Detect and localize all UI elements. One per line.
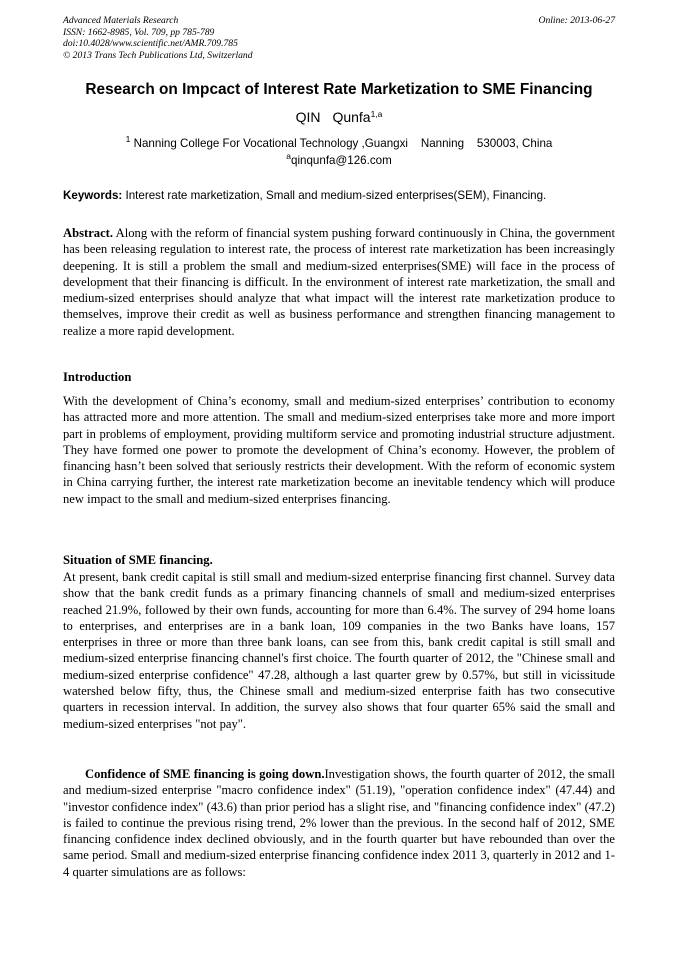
abstract-text: Along with the reform of financial system pushing forward continuously in China, the government has been releasing regulation to interest rate, the process of interest rate marketization has been increasingly deepening. It is still a problem the small and medium-sized enterprises(SME) will face in the process of development that their financing is difficult. In the environment of interest rate marketization, the small and medium-sized enterprises should analyze that what impact will the interest rate marketization produce to themselves, improve their credit as well as business performance and strengthen financing management to realize a more rapid development.	[63, 226, 615, 338]
author-superscript: 1,a	[370, 109, 383, 119]
author-given-name: Qunfa	[332, 109, 371, 125]
online-date: Online: 2013-06-27	[538, 15, 615, 26]
introduction-text: With the development of China’s economy, small and medium-sized enterprises’ contribution to economy has attracted more and more attention. The small and medium-sized enterprises take more and more import part in problems of employment, providing multiform service and promoting industrial structure adjustment. They have formed one power to promote the development of China’s economy. However, the problem of financing hasn’t been solved that seriously restricts their development. With the reform of economic system in China carrying further, the interest rate marketization become an inevitable tendency which will produce new impact to the small and medium-sized enterprises financing.	[63, 394, 615, 506]
email-text: qinqunfa@126.com	[291, 154, 392, 167]
keywords-text: Interest rate marketization, Small and medium-sized enterprises(SEM), Financing.	[125, 189, 547, 202]
paper-title: Research on Impcact of Interest Rate Marketization to SME Financing	[85, 81, 593, 98]
confidence-heading: Confidence of SME financing is going down.	[85, 767, 325, 781]
copyright-line: © 2013 Trans Tech Publications Ltd, Switzerland	[63, 49, 253, 61]
affiliation	[40, 136, 638, 152]
author-email	[40, 153, 638, 169]
affiliation-superscript: 1	[125, 134, 131, 144]
confidence-paragraph	[63, 766, 615, 880]
issn-line: ISSN: 1662-8985, Vol. 709, pp 785-789	[63, 26, 215, 38]
keywords-label: Keywords:	[63, 189, 123, 202]
abstract-label: Abstract.	[63, 226, 114, 240]
doi-line: doi:10.4028/www.scientific.net/AMR.709.785	[63, 38, 238, 49]
situation-heading: Situation of SME financing.	[63, 553, 213, 567]
situation-text: At present, bank credit capital is still small and medium-sized enterprise financing first channel. Survey data show that the bank credit funds as a primary financing channels of small and medium-sized enterprises reached 21.9%, followed by their own funds, accounting for more than 6.4%. The survey of 294 home loans to enterprises, and enterprises are in a bank loan, 109 companies in the two Banks have loans, 157 enterprises in three or more than three bank loans, can see from this, bank credit capital is still small and medium-sized enterprise financing channel's first choice. The fourth quarter of 2012, the "Chinese small and medium-sized enterprise confidence" 47.28, although a last quarter grew by 0.57%, but still in vicissitude watershed below fifty, thus, the Chinese small and medium-sized enterprise faith has two consecutive quarters in recession interval. In addition, the survey also shows that four quarter 65% said the small and medium-sized enterprises "not pay".	[63, 570, 615, 731]
keywords	[63, 188, 615, 204]
abstract	[63, 225, 615, 339]
confidence-text: Investigation shows, the fourth quarter of 2012, the small and medium-sized enterprise "macro confidence index" (51.19), "operation confidence index" (47.44) and "investor confidence index" (43.6) than prior period has a slight rise, and "financing confidence index" (47.2) is failed to continue the previous rising trend, 2% lower than the previous. In the second half of 2012, SME financing confidence index declined obviously, and in the fourth quarter but have rebounded than over the same period. Small and medium-sized enterprise financing confidence index 2011 3, quarterly in 2012 and 1-4 quarter simulations are as follows:	[63, 767, 615, 879]
author-surname: QIN	[295, 109, 321, 125]
introduction-heading: Introduction	[63, 370, 132, 384]
journal-name: Advanced Materials Research	[63, 15, 179, 26]
author-line	[40, 108, 638, 126]
email-superscript: a	[286, 151, 291, 161]
journal-header	[63, 15, 615, 61]
affiliation-text: Nanning College For Vocational Technology ,Guangxi Nanning 530003, China	[133, 137, 553, 150]
